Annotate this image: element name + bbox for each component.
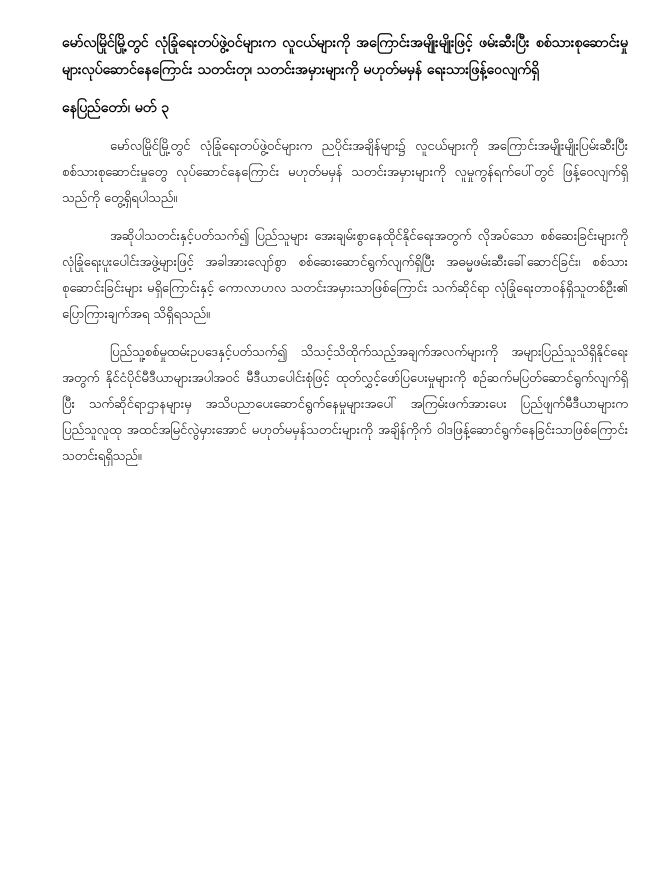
article-headline: မော်လမြိုင်မြို့တွင် လုံခြုံရေးတပ်ဖွဲ့ဝင်များက လူငယ်များကို အကြောင်းအမျိုးမျိုးဖြင့် ဖမ်းဆီးပြီး စစ်သားစုဆောင်းမှုများလုပ်ဆောင်နေကြောင်း သတင်းတု၊ သတင်းအမှားများကို မဟုတ်မမှန် ရေးသားဖြန့်ဝေလျက်ရှိ (62, 35, 628, 78)
article-dateline: နေပြည်တော်၊ မတ် ၃ (62, 100, 170, 116)
document-page (62, 30, 628, 482)
article-paragraph-3: ပြည်သူ့စစ်မှုထမ်းဥပဒေနှင့်ပတ်သက်၍ သိသင့်သိထိုက်သည့်အချက်အလက်များကို အများပြည်သူသိရှိနိုင်ရေးအတွက် နိုင်ငံပိုင်မီဒီယာများအပါအဝင် မီဒီယာပေါင်းစုံဖြင့် ထုတ်လွှင့်ဖော်ပြပေးမှုများကို စဉ်ဆက်မပြတ်ဆောင်ရွက်လျက်ရှိပြီး သက်ဆိုင်ရာဌာနများမှ အသိပညာပေးဆောင်ရွက်နေမှုများအပေါ် အကြမ်းဖက်အားပေး ပြည်ဖျက်မီဒီယာများက ပြည်သူလူထု အထင်အမြင်လွဲမှားအောင် မဟုတ်မမှန်သတင်းများကို အချိန်ကိုက် ဝါဒဖြန့်ဆောင်ရွက်နေခြင်းသာဖြစ်ကြောင်းသတင်းရရှိသည်။ (62, 345, 628, 464)
article-paragraph-2: အဆိုပါသတင်းနှင့်ပတ်သက်၍ ပြည်သူများ အေးချမ်းစွာနေထိုင်နိုင်ရေးအတွက် လိုအပ်သော စစ်ဆေးခြင်းများကို လုံခြုံရေးပူးပေါင်းအဖွဲ့များဖြင့် အခါအားလျော်စွာ စစ်ဆေးဆောင်ရွက်လျက်ရှိပြီး အဓမ္မဖမ်းဆီးခေါ်ဆောင်ခြင်း၊ စစ်သားစုဆောင်းခြင်းများ မရှိကြောင်းနှင့် ကောလာဟလ သတင်းအမှားသာဖြစ်ကြောင်း သက်ဆိုင်ရာ လုံခြုံရေးတာဝန်ရှိသူတစ်ဦး၏ ပြောကြားချက်အရ သိရှိရသည်။ (62, 229, 628, 322)
article-paragraph-1: မော်လမြိုင်မြို့တွင် လုံခြုံရေးတပ်ဖွဲ့ဝင်များက ညပိုင်းအချိန်များ၌ လူငယ်များကို အကြောင်းအမျိုးမျိုးပြမ်းဆီးပြီး စစ်သားစုဆောင်းမှုတွေ လုပ်ဆောင်နေကြောင်း မဟုတ်မမှန် သတင်းအမှားများကို လူမှုကွန်ရက်ပေါ်တွင် ဖြန့်ဝေလျက်ရှိသည်ကို တွေ့ရှိရပါသည်။ (62, 139, 628, 206)
